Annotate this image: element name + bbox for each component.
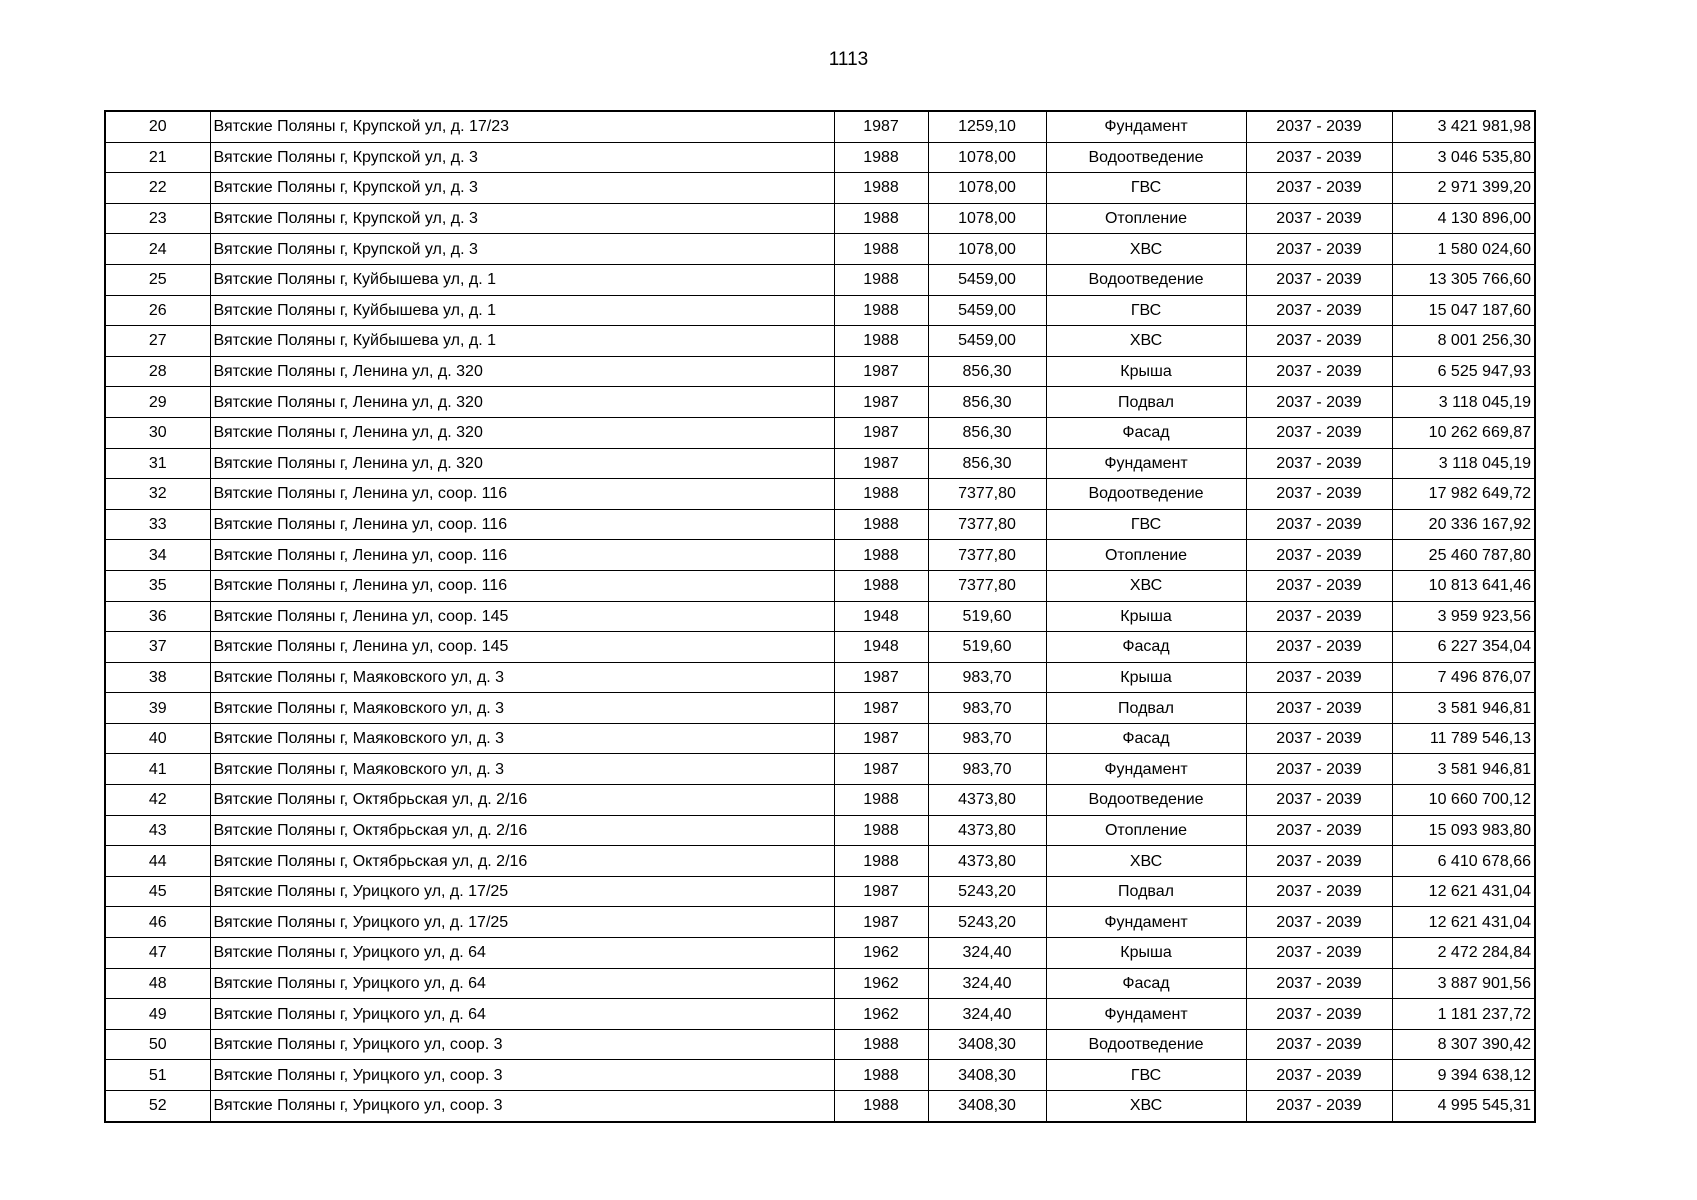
year-cell: 1988 — [834, 1091, 928, 1122]
address-cell: Вятские Поляны г, Ленина ул, соор. 116 — [210, 479, 834, 510]
table-row — [105, 876, 1535, 907]
period-cell: 2037 - 2039 — [1246, 999, 1392, 1030]
area-cell: 7377,80 — [928, 540, 1046, 571]
table-row — [105, 356, 1535, 387]
cost-cell: 12 621 431,04 — [1392, 876, 1535, 907]
cost-cell: 2 472 284,84 — [1392, 938, 1535, 969]
table-row — [105, 1091, 1535, 1122]
year-cell: 1948 — [834, 601, 928, 632]
cost-cell: 3 887 901,56 — [1392, 968, 1535, 999]
area-cell: 1078,00 — [928, 203, 1046, 234]
address-cell: Вятские Поляны г, Ленина ул, соор. 145 — [210, 601, 834, 632]
address-cell: Вятские Поляны г, Маяковского ул, д. 3 — [210, 723, 834, 754]
row-number-cell: 25 — [105, 264, 210, 295]
period-cell: 2037 - 2039 — [1246, 142, 1392, 173]
cost-cell: 2 971 399,20 — [1392, 173, 1535, 204]
period-cell: 2037 - 2039 — [1246, 264, 1392, 295]
year-cell: 1988 — [834, 203, 928, 234]
structural-element-cell: Подвал — [1046, 876, 1246, 907]
area-cell: 324,40 — [928, 999, 1046, 1030]
period-cell: 2037 - 2039 — [1246, 326, 1392, 357]
year-cell: 1988 — [834, 479, 928, 510]
structural-element-cell: ХВС — [1046, 1091, 1246, 1122]
row-number-cell: 27 — [105, 326, 210, 357]
registry-table — [104, 110, 1536, 1123]
row-number-cell: 45 — [105, 876, 210, 907]
row-number-cell: 23 — [105, 203, 210, 234]
period-cell: 2037 - 2039 — [1246, 601, 1392, 632]
structural-element-cell: Крыша — [1046, 662, 1246, 693]
address-cell: Вятские Поляны г, Урицкого ул, д. 64 — [210, 938, 834, 969]
period-cell: 2037 - 2039 — [1246, 693, 1392, 724]
area-cell: 7377,80 — [928, 570, 1046, 601]
area-cell: 519,60 — [928, 601, 1046, 632]
structural-element-cell: ГВС — [1046, 295, 1246, 326]
year-cell: 1988 — [834, 295, 928, 326]
area-cell: 856,30 — [928, 417, 1046, 448]
cost-cell: 20 336 167,92 — [1392, 509, 1535, 540]
cost-cell: 6 525 947,93 — [1392, 356, 1535, 387]
address-cell: Вятские Поляны г, Ленина ул, соор. 116 — [210, 540, 834, 571]
row-number-cell: 26 — [105, 295, 210, 326]
cost-cell: 12 621 431,04 — [1392, 907, 1535, 938]
row-number-cell: 43 — [105, 815, 210, 846]
address-cell: Вятские Поляны г, Октябрьская ул, д. 2/16 — [210, 846, 834, 877]
address-cell: Вятские Поляны г, Урицкого ул, д. 64 — [210, 999, 834, 1030]
row-number-cell: 52 — [105, 1091, 210, 1122]
period-cell: 2037 - 2039 — [1246, 1060, 1392, 1091]
row-number-cell: 40 — [105, 723, 210, 754]
address-cell: Вятские Поляны г, Крупской ул, д. 3 — [210, 203, 834, 234]
year-cell: 1987 — [834, 662, 928, 693]
address-cell: Вятские Поляны г, Урицкого ул, соор. 3 — [210, 1029, 834, 1060]
area-cell: 7377,80 — [928, 479, 1046, 510]
address-cell: Вятские Поляны г, Октябрьская ул, д. 2/16 — [210, 785, 834, 816]
table-row — [105, 999, 1535, 1030]
row-number-cell: 35 — [105, 570, 210, 601]
year-cell: 1988 — [834, 509, 928, 540]
structural-element-cell: Подвал — [1046, 387, 1246, 418]
period-cell: 2037 - 2039 — [1246, 479, 1392, 510]
period-cell: 2037 - 2039 — [1246, 846, 1392, 877]
table-row — [105, 601, 1535, 632]
area-cell: 324,40 — [928, 968, 1046, 999]
area-cell: 983,70 — [928, 723, 1046, 754]
area-cell: 5243,20 — [928, 907, 1046, 938]
address-cell: Вятские Поляны г, Урицкого ул, соор. 3 — [210, 1091, 834, 1122]
cost-cell: 3 046 535,80 — [1392, 142, 1535, 173]
structural-element-cell: ХВС — [1046, 846, 1246, 877]
structural-element-cell: Водоотведение — [1046, 1029, 1246, 1060]
table-row — [105, 540, 1535, 571]
year-cell: 1988 — [834, 264, 928, 295]
year-cell: 1988 — [834, 234, 928, 265]
row-number-cell: 22 — [105, 173, 210, 204]
structural-element-cell: Фасад — [1046, 968, 1246, 999]
table-row — [105, 295, 1535, 326]
address-cell: Вятские Поляны г, Крупской ул, д. 17/23 — [210, 111, 834, 142]
period-cell: 2037 - 2039 — [1246, 632, 1392, 663]
row-number-cell: 46 — [105, 907, 210, 938]
row-number-cell: 21 — [105, 142, 210, 173]
period-cell: 2037 - 2039 — [1246, 234, 1392, 265]
year-cell: 1962 — [834, 968, 928, 999]
table-row — [105, 723, 1535, 754]
registry-table-body — [105, 111, 1535, 1122]
address-cell: Вятские Поляны г, Ленина ул, д. 320 — [210, 387, 834, 418]
address-cell: Вятские Поляны г, Урицкого ул, д. 17/25 — [210, 907, 834, 938]
structural-element-cell: Отопление — [1046, 203, 1246, 234]
cost-cell: 4 995 545,31 — [1392, 1091, 1535, 1122]
period-cell: 2037 - 2039 — [1246, 876, 1392, 907]
cost-cell: 13 305 766,60 — [1392, 264, 1535, 295]
area-cell: 856,30 — [928, 356, 1046, 387]
table-row — [105, 142, 1535, 173]
cost-cell: 10 262 669,87 — [1392, 417, 1535, 448]
table-row — [105, 815, 1535, 846]
year-cell: 1988 — [834, 540, 928, 571]
table-row — [105, 662, 1535, 693]
cost-cell: 10 660 700,12 — [1392, 785, 1535, 816]
row-number-cell: 32 — [105, 479, 210, 510]
structural-element-cell: Отопление — [1046, 540, 1246, 571]
period-cell: 2037 - 2039 — [1246, 387, 1392, 418]
structural-element-cell: ГВС — [1046, 1060, 1246, 1091]
year-cell: 1987 — [834, 387, 928, 418]
table-row — [105, 785, 1535, 816]
structural-element-cell: Крыша — [1046, 601, 1246, 632]
cost-cell: 9 394 638,12 — [1392, 1060, 1535, 1091]
period-cell: 2037 - 2039 — [1246, 356, 1392, 387]
year-cell: 1988 — [834, 142, 928, 173]
area-cell: 983,70 — [928, 693, 1046, 724]
year-cell: 1988 — [834, 1029, 928, 1060]
period-cell: 2037 - 2039 — [1246, 785, 1392, 816]
address-cell: Вятские Поляны г, Ленина ул, д. 320 — [210, 356, 834, 387]
year-cell: 1987 — [834, 356, 928, 387]
period-cell: 2037 - 2039 — [1246, 417, 1392, 448]
year-cell: 1987 — [834, 417, 928, 448]
year-cell: 1987 — [834, 754, 928, 785]
row-number-cell: 39 — [105, 693, 210, 724]
year-cell: 1987 — [834, 907, 928, 938]
address-cell: Вятские Поляны г, Маяковского ул, д. 3 — [210, 693, 834, 724]
area-cell: 4373,80 — [928, 785, 1046, 816]
area-cell: 1078,00 — [928, 234, 1046, 265]
row-number-cell: 44 — [105, 846, 210, 877]
table-row — [105, 417, 1535, 448]
cost-cell: 3 581 946,81 — [1392, 754, 1535, 785]
row-number-cell: 29 — [105, 387, 210, 418]
year-cell: 1987 — [834, 876, 928, 907]
address-cell: Вятские Поляны г, Октябрьская ул, д. 2/16 — [210, 815, 834, 846]
cost-cell: 3 421 981,98 — [1392, 111, 1535, 142]
year-cell: 1948 — [834, 632, 928, 663]
period-cell: 2037 - 2039 — [1246, 448, 1392, 479]
row-number-cell: 31 — [105, 448, 210, 479]
cost-cell: 7 496 876,07 — [1392, 662, 1535, 693]
table-row — [105, 203, 1535, 234]
address-cell: Вятские Поляны г, Крупской ул, д. 3 — [210, 234, 834, 265]
area-cell: 7377,80 — [928, 509, 1046, 540]
year-cell: 1988 — [834, 570, 928, 601]
cost-cell: 1 580 024,60 — [1392, 234, 1535, 265]
area-cell: 1078,00 — [928, 142, 1046, 173]
table-row — [105, 264, 1535, 295]
row-number-cell: 51 — [105, 1060, 210, 1091]
row-number-cell: 37 — [105, 632, 210, 663]
table-row — [105, 632, 1535, 663]
registry-table-container — [104, 110, 1536, 1123]
address-cell: Вятские Поляны г, Урицкого ул, д. 64 — [210, 968, 834, 999]
area-cell: 5459,00 — [928, 326, 1046, 357]
cost-cell: 6 410 678,66 — [1392, 846, 1535, 877]
address-cell: Вятские Поляны г, Ленина ул, соор. 116 — [210, 570, 834, 601]
table-row — [105, 907, 1535, 938]
row-number-cell: 30 — [105, 417, 210, 448]
period-cell: 2037 - 2039 — [1246, 907, 1392, 938]
structural-element-cell: Фундамент — [1046, 754, 1246, 785]
year-cell: 1988 — [834, 1060, 928, 1091]
cost-cell: 3 118 045,19 — [1392, 448, 1535, 479]
row-number-cell: 49 — [105, 999, 210, 1030]
period-cell: 2037 - 2039 — [1246, 815, 1392, 846]
period-cell: 2037 - 2039 — [1246, 111, 1392, 142]
structural-element-cell: Фундамент — [1046, 907, 1246, 938]
cost-cell: 15 093 983,80 — [1392, 815, 1535, 846]
structural-element-cell: ГВС — [1046, 509, 1246, 540]
row-number-cell: 36 — [105, 601, 210, 632]
address-cell: Вятские Поляны г, Куйбышева ул, д. 1 — [210, 295, 834, 326]
address-cell: Вятские Поляны г, Урицкого ул, соор. 3 — [210, 1060, 834, 1091]
cost-cell: 11 789 546,13 — [1392, 723, 1535, 754]
cost-cell: 25 460 787,80 — [1392, 540, 1535, 571]
year-cell: 1987 — [834, 723, 928, 754]
cost-cell: 4 130 896,00 — [1392, 203, 1535, 234]
area-cell: 1259,10 — [928, 111, 1046, 142]
period-cell: 2037 - 2039 — [1246, 723, 1392, 754]
table-row — [105, 111, 1535, 142]
year-cell: 1988 — [834, 815, 928, 846]
address-cell: Вятские Поляны г, Крупской ул, д. 3 — [210, 173, 834, 204]
cost-cell: 3 959 923,56 — [1392, 601, 1535, 632]
area-cell: 1078,00 — [928, 173, 1046, 204]
structural-element-cell: Фундамент — [1046, 448, 1246, 479]
address-cell: Вятские Поляны г, Урицкого ул, д. 17/25 — [210, 876, 834, 907]
structural-element-cell: Подвал — [1046, 693, 1246, 724]
area-cell: 4373,80 — [928, 815, 1046, 846]
cost-cell: 15 047 187,60 — [1392, 295, 1535, 326]
area-cell: 983,70 — [928, 662, 1046, 693]
area-cell: 519,60 — [928, 632, 1046, 663]
year-cell: 1988 — [834, 846, 928, 877]
year-cell: 1962 — [834, 938, 928, 969]
cost-cell: 10 813 641,46 — [1392, 570, 1535, 601]
page-number: 1113 — [828, 49, 869, 70]
structural-element-cell: Фасад — [1046, 723, 1246, 754]
address-cell: Вятские Поляны г, Ленина ул, соор. 116 — [210, 509, 834, 540]
structural-element-cell: Крыша — [1046, 938, 1246, 969]
year-cell: 1987 — [834, 448, 928, 479]
area-cell: 3408,30 — [928, 1029, 1046, 1060]
area-cell: 5243,20 — [928, 876, 1046, 907]
row-number-cell: 42 — [105, 785, 210, 816]
table-row — [105, 173, 1535, 204]
table-row — [105, 387, 1535, 418]
row-number-cell: 41 — [105, 754, 210, 785]
structural-element-cell: ХВС — [1046, 570, 1246, 601]
period-cell: 2037 - 2039 — [1246, 968, 1392, 999]
structural-element-cell: Фасад — [1046, 417, 1246, 448]
address-cell: Вятские Поляны г, Куйбышева ул, д. 1 — [210, 326, 834, 357]
period-cell: 2037 - 2039 — [1246, 1029, 1392, 1060]
structural-element-cell: Фундамент — [1046, 111, 1246, 142]
year-cell: 1987 — [834, 111, 928, 142]
structural-element-cell: Фасад — [1046, 632, 1246, 663]
address-cell: Вятские Поляны г, Крупской ул, д. 3 — [210, 142, 834, 173]
address-cell: Вятские Поляны г, Ленина ул, соор. 145 — [210, 632, 834, 663]
period-cell: 2037 - 2039 — [1246, 295, 1392, 326]
area-cell: 3408,30 — [928, 1060, 1046, 1091]
table-row — [105, 326, 1535, 357]
address-cell: Вятские Поляны г, Ленина ул, д. 320 — [210, 448, 834, 479]
address-cell: Вятские Поляны г, Ленина ул, д. 320 — [210, 417, 834, 448]
structural-element-cell: ГВС — [1046, 173, 1246, 204]
area-cell: 3408,30 — [928, 1091, 1046, 1122]
structural-element-cell: ХВС — [1046, 326, 1246, 357]
row-number-cell: 38 — [105, 662, 210, 693]
row-number-cell: 48 — [105, 968, 210, 999]
table-row — [105, 693, 1535, 724]
structural-element-cell: Водоотведение — [1046, 142, 1246, 173]
row-number-cell: 24 — [105, 234, 210, 265]
period-cell: 2037 - 2039 — [1246, 570, 1392, 601]
area-cell: 983,70 — [928, 754, 1046, 785]
cost-cell: 3 581 946,81 — [1392, 693, 1535, 724]
table-row — [105, 448, 1535, 479]
period-cell: 2037 - 2039 — [1246, 540, 1392, 571]
table-row — [105, 509, 1535, 540]
area-cell: 324,40 — [928, 938, 1046, 969]
row-number-cell: 34 — [105, 540, 210, 571]
row-number-cell: 50 — [105, 1029, 210, 1060]
period-cell: 2037 - 2039 — [1246, 754, 1392, 785]
table-row — [105, 754, 1535, 785]
table-row — [105, 570, 1535, 601]
table-row — [105, 846, 1535, 877]
area-cell: 4373,80 — [928, 846, 1046, 877]
structural-element-cell: Фундамент — [1046, 999, 1246, 1030]
cost-cell: 8 307 390,42 — [1392, 1029, 1535, 1060]
structural-element-cell: Отопление — [1046, 815, 1246, 846]
year-cell: 1987 — [834, 693, 928, 724]
table-row — [105, 1060, 1535, 1091]
structural-element-cell: Водоотведение — [1046, 479, 1246, 510]
period-cell: 2037 - 2039 — [1246, 938, 1392, 969]
period-cell: 2037 - 2039 — [1246, 662, 1392, 693]
cost-cell: 17 982 649,72 — [1392, 479, 1535, 510]
cost-cell: 3 118 045,19 — [1392, 387, 1535, 418]
period-cell: 2037 - 2039 — [1246, 203, 1392, 234]
row-number-cell: 47 — [105, 938, 210, 969]
year-cell: 1962 — [834, 999, 928, 1030]
table-row — [105, 234, 1535, 265]
row-number-cell: 33 — [105, 509, 210, 540]
period-cell: 2037 - 2039 — [1246, 509, 1392, 540]
table-row — [105, 1029, 1535, 1060]
area-cell: 856,30 — [928, 387, 1046, 418]
cost-cell: 6 227 354,04 — [1392, 632, 1535, 663]
structural-element-cell: ХВС — [1046, 234, 1246, 265]
table-row — [105, 479, 1535, 510]
address-cell: Вятские Поляны г, Куйбышева ул, д. 1 — [210, 264, 834, 295]
year-cell: 1988 — [834, 785, 928, 816]
address-cell: Вятские Поляны г, Маяковского ул, д. 3 — [210, 662, 834, 693]
cost-cell: 8 001 256,30 — [1392, 326, 1535, 357]
table-row — [105, 938, 1535, 969]
year-cell: 1988 — [834, 326, 928, 357]
cost-cell: 1 181 237,72 — [1392, 999, 1535, 1030]
address-cell: Вятские Поляны г, Маяковского ул, д. 3 — [210, 754, 834, 785]
area-cell: 856,30 — [928, 448, 1046, 479]
structural-element-cell: Крыша — [1046, 356, 1246, 387]
structural-element-cell: Водоотведение — [1046, 264, 1246, 295]
structural-element-cell: Водоотведение — [1046, 785, 1246, 816]
table-row — [105, 968, 1535, 999]
period-cell: 2037 - 2039 — [1246, 1091, 1392, 1122]
row-number-cell: 28 — [105, 356, 210, 387]
year-cell: 1988 — [834, 173, 928, 204]
area-cell: 5459,00 — [928, 295, 1046, 326]
area-cell: 5459,00 — [928, 264, 1046, 295]
row-number-cell: 20 — [105, 111, 210, 142]
period-cell: 2037 - 2039 — [1246, 173, 1392, 204]
